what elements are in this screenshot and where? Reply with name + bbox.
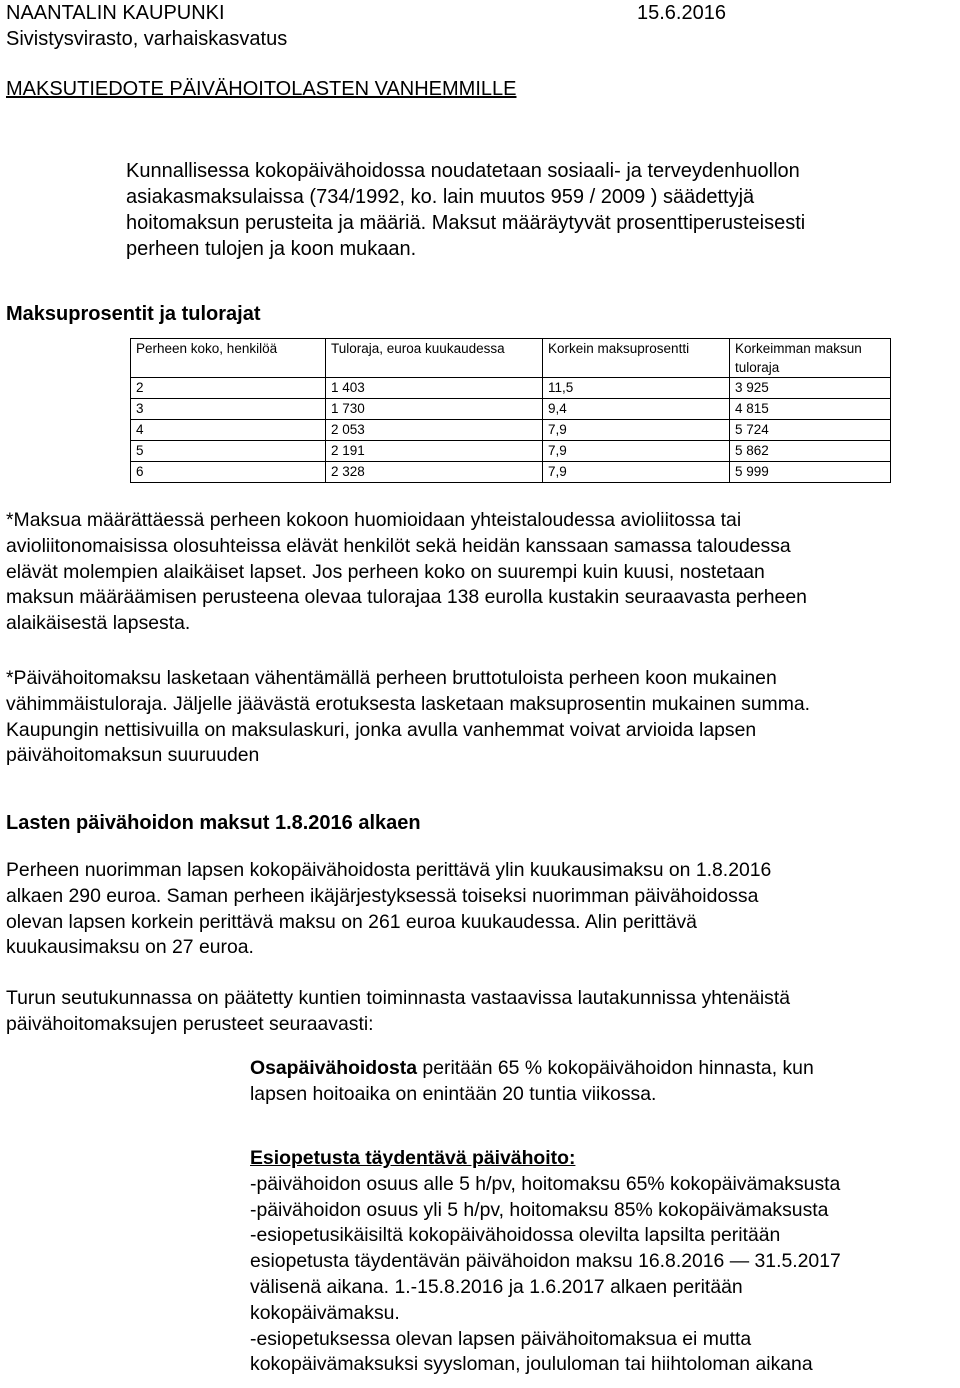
note-line: *Päivähoitomaksu lasketaan vähentämällä perheen bruttotuloista perheen koon mukainen	[6, 667, 777, 689]
table-row	[131, 399, 891, 420]
part-time-line: lapsen hoitoaika on enintään 20 tuntia viikossa.	[250, 1082, 657, 1105]
fees-line: alkaen 290 euroa. Saman perheen ikäjärjestyksessä toiseksi nuorimman päivähoidossa	[6, 884, 759, 907]
intro-line: hoitomaksun perusteita ja määriä. Maksut määräytyvät prosenttiperusteisesti	[126, 212, 806, 234]
part-time-line	[250, 1056, 950, 1082]
preschool-line: kokopäivämaksu.	[250, 1301, 400, 1324]
table-header-cell: Korkein maksuprosentti	[543, 339, 730, 378]
note-line: päivähoitomaksun suuruuden	[6, 744, 260, 767]
preschool-line: -esiopetusikäisiltä kokopäivähoidossa olevilta lapsilta peritään	[250, 1224, 781, 1247]
document-date: 15.6.2016	[637, 2, 726, 24]
document-title: MAKSUTIEDOTE PÄIVÄHOITOLASTEN VANHEMMILLE	[6, 78, 517, 100]
section-title-fees: Lasten päivähoidon maksut 1.8.2016 alkaen	[6, 812, 421, 834]
table-cell: 3	[131, 399, 326, 420]
table-cell: 1 730	[326, 399, 543, 420]
org-name: NAANTALIN KAUPUNKI	[6, 2, 225, 24]
family-size-note	[6, 508, 956, 637]
fees-line: Perheen nuorimman lapsen kokopäivähoidosta perittävä ylin kuukausimaksu on 1.8.2016	[6, 859, 772, 881]
table-cell: 2	[131, 378, 326, 399]
part-time-label: Osapäivähoidosta	[250, 1057, 418, 1079]
part-time-text: peritään 65 % kokopäivähoidon hinnasta, kun	[417, 1057, 814, 1079]
note-line: elävät molempien alaikäiset lapset. Jos perheen koko on suurempi kuin kuusi, nostetaan	[6, 560, 765, 583]
fees-paragraph	[6, 858, 956, 961]
intro-line: perheen tulojen ja koon mukaan.	[126, 238, 417, 260]
table-header-cell: Korkeimman maksun tuloraja	[730, 339, 891, 378]
table-header-row	[131, 339, 891, 378]
table-row	[131, 462, 891, 483]
preschool-section	[250, 1146, 950, 1378]
preschool-line: -päivähoidon osuus alle 5 h/pv, hoitomaksu 65% kokopäivämaksusta	[250, 1172, 841, 1195]
preschool-line: kokopäivämaksuksi syysloman, joululoman tai hiihtoloman aikana	[250, 1353, 813, 1376]
table-cell: 5 862	[730, 441, 891, 462]
preschool-title: Esiopetusta täydentävä päivähoito:	[250, 1147, 576, 1169]
table-cell: 7,9	[543, 420, 730, 441]
note-line: vähimmäistuloraja. Jäljelle jäävästä erotuksesta lasketaan maksuprosentin mukainen summa.	[6, 692, 811, 715]
table-cell: 3 925	[730, 378, 891, 399]
note-line: maksun määräämisen perusteena olevaa tulorajaa 138 eurolla kustakin seuraavasta perheen	[6, 586, 807, 609]
table-cell: 2 328	[326, 462, 543, 483]
fee-calculation-note	[6, 666, 956, 769]
note-line: alaikäisestä lapsesta.	[6, 612, 191, 635]
table-cell: 6	[131, 462, 326, 483]
note-line: avioliitonomaisissa olosuhteissa elävät henkilöt sekä heidän kanssaan samassa taloudessa	[6, 534, 791, 557]
intro-line: asiakasmaksulaissa (734/1992, ko. lain muutos 959 / 2009 ) säädettyjä	[126, 186, 755, 208]
preschool-line: -esiopetuksessa olevan lapsen päivähoitomaksua ei mutta	[250, 1327, 752, 1350]
table-cell: 1 403	[326, 378, 543, 399]
table-header-cell: Tuloraja, euroa kuukaudessa	[326, 339, 543, 378]
preschool-line: -päivähoidon osuus yli 5 h/pv, hoitomaksu 85% kokopäivämaksusta	[250, 1198, 829, 1221]
table-cell: 4 815	[730, 399, 891, 420]
intro-line: Kunnallisessa kokopäivähoidossa noudatetaan sosiaali- ja terveydenhuollon	[126, 160, 800, 182]
part-time-paragraph	[250, 1056, 950, 1108]
fees-line: kuukausimaksu on 27 euroa.	[6, 936, 254, 959]
preschool-line: esiopetusta täydentävän päivähoidon maksu 16.8.2016 — 31.5.2017	[250, 1250, 841, 1273]
table-header-cell: Perheen koko, henkilöä	[131, 339, 326, 378]
table-cell: 2 053	[326, 420, 543, 441]
table-cell: 7,9	[543, 441, 730, 462]
department-name: Sivistysvirasto, varhaiskasvatus	[6, 28, 288, 50]
region-line: päivähoitomaksujen perusteet seuraavasti:	[6, 1012, 374, 1035]
table-row	[131, 420, 891, 441]
table-cell: 5 999	[730, 462, 891, 483]
table-row	[131, 441, 891, 462]
note-line: *Maksua määrättäessä perheen kokoon huomioidaan yhteistaloudessa avioliitossa tai	[6, 509, 742, 531]
table-cell: 5	[131, 441, 326, 462]
table-cell: 2 191	[326, 441, 543, 462]
intro-paragraph	[126, 158, 946, 262]
table-cell: 5 724	[730, 420, 891, 441]
preschool-line: välisenä aikana. 1.-15.8.2016 ja 1.6.2017 alkaen peritään	[250, 1275, 743, 1298]
region-line: Turun seutukunnassa on päätetty kuntien toiminnasta vastaavissa lautakunnissa yhtenäistä	[6, 987, 791, 1009]
fee-table	[130, 338, 891, 483]
fees-line: olevan lapsen korkein perittävä maksu on 261 euroa kuukaudessa. Alin perittävä	[6, 910, 697, 933]
table-cell: 4	[131, 420, 326, 441]
table-row	[131, 378, 891, 399]
table-cell: 7,9	[543, 462, 730, 483]
note-line: Kaupungin nettisivuilla on maksulaskuri, jonka avulla vanhemmat voivat arvioida lapsen	[6, 718, 757, 741]
section-title-rates: Maksuprosentit ja tulorajat	[6, 303, 261, 325]
table-cell: 11,5	[543, 378, 730, 399]
region-paragraph	[6, 986, 956, 1038]
table-cell: 9,4	[543, 399, 730, 420]
